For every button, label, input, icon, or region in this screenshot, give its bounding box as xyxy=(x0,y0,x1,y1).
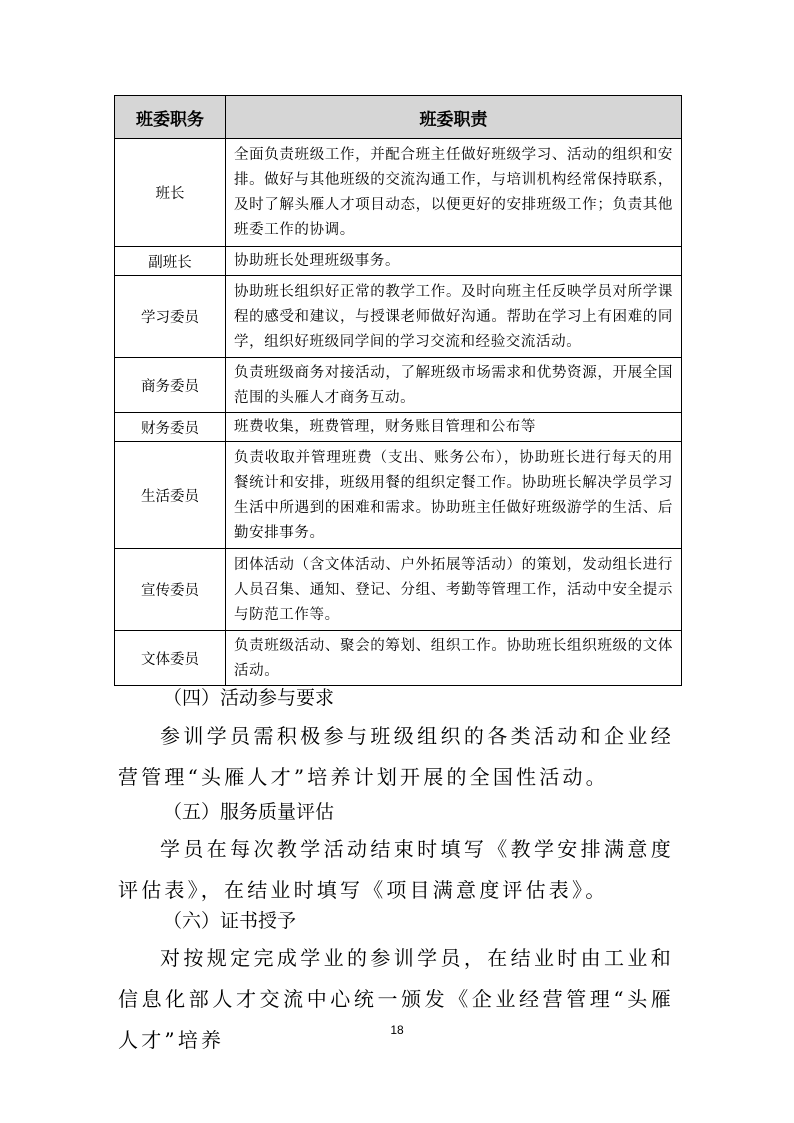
section-heading-quality: （五）服务质量评估 xyxy=(163,801,335,823)
section-paragraph-quality: 学员在每次教学活动结束时填写《教学安排满意度评估表》，在结业时填写《项目满意度评估表》。 xyxy=(118,837,674,902)
duty-cell: 协助班长组织好正常的教学工作。及时向班主任反映学员对所学课程的感受和建议，与授课老师做好沟通。帮助在学习上有困难的同学，组织好班级同学间的学习交流和经验交流活动。 xyxy=(226,276,682,358)
duty-cell: 负责收取并管理班费（支出、账务公布），协助班长进行每天的用餐统计和安排，班级用餐的组织定餐工作。协助班长解决学员学习生活中所遇到的困难和需求。协助班主任做好班级游学的生活、后勤安排事务。 xyxy=(226,442,682,549)
class-committee-table xyxy=(114,95,682,686)
role-cell: 商务委员 xyxy=(115,358,226,413)
role-cell: 文体委员 xyxy=(115,631,226,686)
role-cell: 生活委员 xyxy=(115,442,226,549)
page-number: 18 xyxy=(390,1023,404,1037)
role-cell: 宣传委员 xyxy=(115,549,226,631)
section-heading-certificate: （六）证书授予 xyxy=(163,910,297,932)
duty-cell: 团体活动（含文体活动、户外拓展等活动）的策划，发动组长进行人员召集、通知、登记、分组、考勤等管理工作，活动中安全提示与防范工作等。 xyxy=(226,549,682,631)
role-cell: 财务委员 xyxy=(115,413,226,442)
table-row xyxy=(115,413,682,442)
table-row xyxy=(115,549,682,631)
header-position: 班委职务 xyxy=(115,96,226,139)
table-row xyxy=(115,276,682,358)
role-cell: 副班长 xyxy=(115,247,226,276)
duty-cell: 负责班级活动、聚会的筹划、组织工作。协助班长组织班级的文体活动。 xyxy=(226,631,682,686)
duty-cell: 负责班级商务对接活动，了解班级市场需求和优势资源，开展全国范围的头雁人才商务互动。 xyxy=(226,358,682,413)
table-header-row xyxy=(115,96,682,139)
section-paragraph-certificate: 对按规定完成学业的参训学员，在结业时由工业和信息化部人才交流中心统一颁发《企业经营管理“头雁人才”培养 xyxy=(118,946,674,1052)
section-paragraph-activity: 参训学员需积极参与班级组织的各类活动和企业经营管理“头雁人才”培养计划开展的全国性活动。 xyxy=(118,724,674,789)
duty-cell: 协助班长处理班级事务。 xyxy=(226,247,682,276)
header-duties: 班委职责 xyxy=(226,96,682,139)
duty-cell: 全面负责班级工作，并配合班主任做好班级学习、活动的组织和安排。做好与其他班级的交流沟通工作，与培训机构经常保持联系，及时了解头雁人才项目动态，以便更好的安排班级工作；负责其他班委工作的协调。 xyxy=(226,139,682,247)
section-heading-activity: （四）活动参与要求 xyxy=(163,687,335,709)
table-row xyxy=(115,139,682,247)
table-row xyxy=(115,442,682,549)
table-row xyxy=(115,358,682,413)
table-row xyxy=(115,631,682,686)
duty-cell: 班费收集，班费管理，财务账目管理和公布等 xyxy=(226,413,682,442)
role-cell: 学习委员 xyxy=(115,276,226,358)
table-row xyxy=(115,247,682,276)
role-cell: 班长 xyxy=(115,139,226,247)
